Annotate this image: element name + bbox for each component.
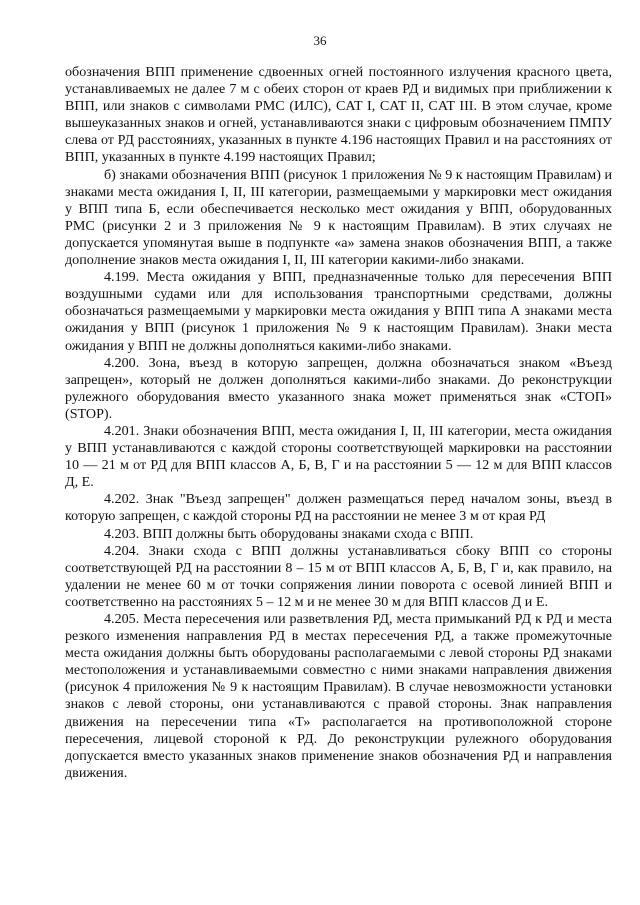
- paragraph-4-199: 4.199. Места ожидания у ВПП, предназначенные только для пересечения ВПП воздушными судами или для использования транспортными средствами, должны обозначаться размещаемыми у маркировки места ожидания у ВПП типа А знаками места ожидания у ВПП (рисунок 1 приложения № 9 к настоящим Правилам). Знаки места ожидания у ВПП не должны дополняться какими-либо знаками.: [65, 269, 612, 354]
- page-number: 36: [313, 33, 327, 48]
- paragraph-4-201: 4.201. Знаки обозначения ВПП, места ожидания I, II, III категории, места ожидания у ВПП устанавливаются с каждой стороны соответствующей маркировки на расстоянии 10 — 21 м от РД для ВПП классов А, Б, В, Г и на расстоянии 5 — 12 м для ВПП классов Д, Е.: [65, 422, 612, 491]
- paragraph-4-205: 4.205. Места пересечения или разветвления РД, места примыканий РД к РД и места резкого изменения направления РД в местах пересечения РД, а также промежуточные места ожидания должны быть оборудованы располагаемыми с левой стороны РД знаками местоположения и устанавливаемыми совместно с ними знаками направления движения (рисунок 4 приложения № 9 к настоящим Правилам). В случае невозможности установки знаков с левой стороны, они устанавливаются с правой стороны. Знак направления движения на пересечении типа «Т» располагается на противоположной стороне пересечения, лицевой стороной к РД. До реконструкции рулежного оборудования допускается вместо указанных знаков применение знаков обозначения РД и направления движения.: [65, 611, 612, 781]
- paragraph-subitem-b: б) знаками обозначения ВПП (рисунок 1 приложения № 9 к настоящим Правилам) и знаками места ожидания I, II, III категории, размещаемыми у маркировки мест ожидания у ВПП типа Б, если обеспечивается несколько мест ожидания у ВПП, оборудованных РМС (рисунки 2 и 3 приложения № 9 к настоящим Правилам). В этих случаях не допускается упомянутая выше в подпункте «а» замена знаков обозначения ВПП, а также дополнение знаков места ожидания I, II, III категории какими-либо знаками.: [65, 166, 612, 269]
- paragraph-4-202: 4.202. Знак "Въезд запрещен" должен размещаться перед началом зоны, въезд в которую запрещен, с каждой стороны РД на расстоянии не менее 3 м от края РД: [65, 491, 612, 525]
- paragraph-4-200: 4.200. Зона, въезд в которую запрещен, должна обозначаться знаком «Въезд запрещен», который не должен дополняться какими-либо знаками. До реконструкции рулежного оборудования вместо указанного знака может применяться знак «СТОП» (STOP).: [65, 354, 612, 422]
- paragraph-4-203: 4.203. ВПП должны быть оборудованы знаками схода с ВПП.: [104, 525, 474, 542]
- document-body: [65, 64, 612, 782]
- paragraph-4-204: 4.204. Знаки схода с ВПП должны устанавливаться сбоку ВПП со стороны соответствующей РД на расстоянии 8 – 15 м от ВПП классов А, Б, В, Г и, как правило, на удалении не менее 60 м от точки сопряжения линии поворота с осевой линией ВПП и соответственно на расстояниях 5 – 12 м и не менее 30 м для ВПП классов Д и Е.: [65, 542, 612, 610]
- paragraph-continuation: обозначения ВПП применение сдвоенных огней постоянного излучения красного цвета, устанавливаемых не далее 7 м с обеих сторон от краев РД и видимых при приближении к ВПП, или знаков с символами РМС (ИЛС), CAT I, CAT II, CAT III. В этом случае, кроме вышеуказанных знаков и огней, устанавливаются знаки с цифровым обозначением ПМПУ слева от РД расстояниях, указанных в пункте 4.196 настоящих Правил и на расстояниях от ВПП, указанных в пункте 4.199 настоящих Правил;: [65, 64, 612, 166]
